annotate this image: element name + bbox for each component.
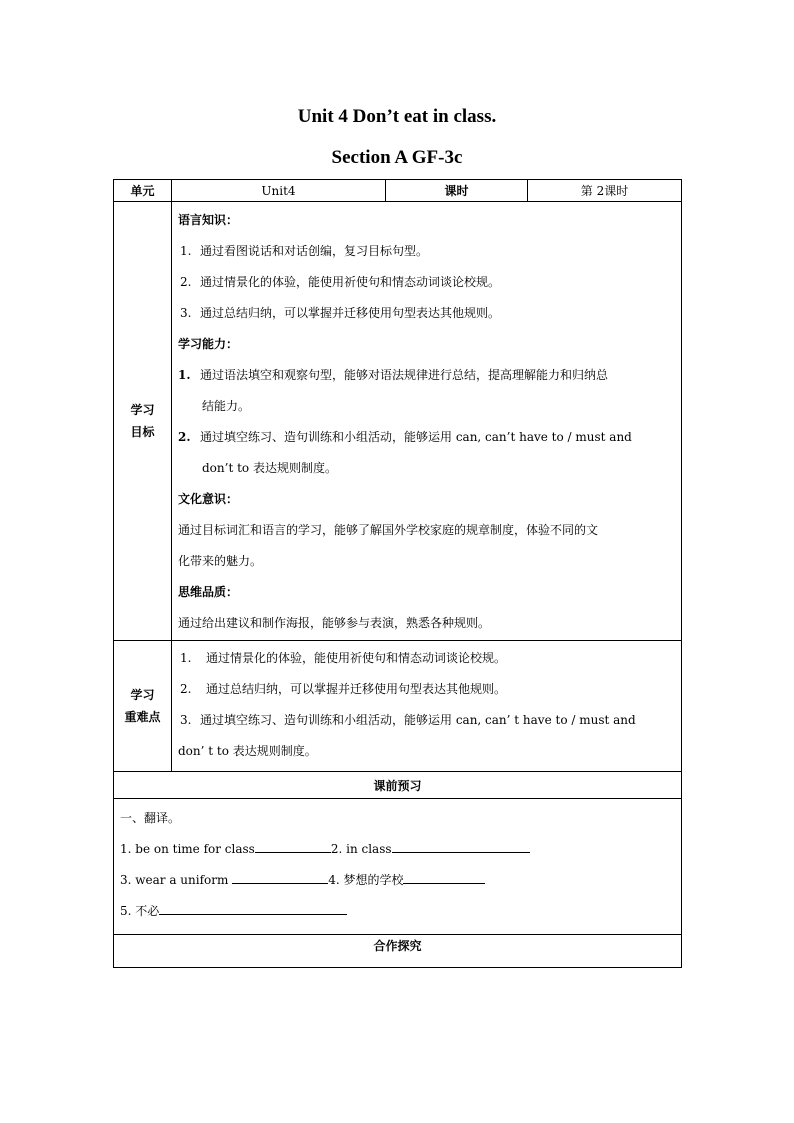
unit-value: Unit4 xyxy=(172,180,386,202)
language-heading: 语言知识： xyxy=(178,213,239,227)
item-text: 通过总结归纳，可以掌握并迁移使用句型表达其他规则。 xyxy=(206,682,507,696)
key-point-item xyxy=(172,674,681,705)
key-points-content xyxy=(172,641,682,772)
translation-section-title: 一、翻译。 xyxy=(120,811,181,825)
document-title: Unit 4 Don’t eat in class. xyxy=(297,106,497,127)
item-text: 通过情景化的体验，能使用祈使句和情态动词谈论校规。 xyxy=(206,651,507,665)
key-point-item-continuation: don’ t to 表达规则制度。 xyxy=(178,744,317,758)
key-points-row xyxy=(114,641,682,772)
item-text: 通过语法填空和观察句型，能够对语法规律进行总结，提高理解能力和归纳总 xyxy=(200,368,609,382)
lesson-plan-table xyxy=(113,179,682,968)
culture-text-line2: 化带来的魅力。 xyxy=(178,554,263,568)
preview-heading-row xyxy=(114,772,682,799)
translation-q3: 3. wear a uniform xyxy=(120,873,233,887)
answer-blank[interactable] xyxy=(255,839,331,853)
ability-item-continuation: don’t to 表达规则制度。 xyxy=(202,461,337,475)
item-text: 通过情景化的体验，能使用祈使句和情态动词谈论校规。 xyxy=(200,275,501,289)
translation-line xyxy=(114,896,681,927)
language-item xyxy=(172,236,681,267)
item-text: 通过看图说话和对话创编，复习目标句型。 xyxy=(200,244,429,258)
period-label: 课时 xyxy=(386,180,528,202)
document-subtitle: Section A GF-3c xyxy=(331,147,463,168)
item-text: 通过总结归纳，可以掌握并迁移使用句型表达其他规则。 xyxy=(200,306,501,320)
translation-q2: 2. in class xyxy=(330,842,392,856)
objectives-label-line2: 目标 xyxy=(130,425,155,439)
item-number: 2. xyxy=(178,430,191,444)
item-text: 通过填空练习、造句训练和小组活动，能够运用 can, can’t have to / must and xyxy=(200,430,632,444)
key-point-item xyxy=(172,643,681,674)
translation-line xyxy=(114,865,681,896)
answer-blank[interactable] xyxy=(392,839,530,853)
key-points-label xyxy=(114,641,172,772)
header-row xyxy=(114,180,682,202)
key-points-label-line1: 学习 xyxy=(130,688,155,702)
culture-text-line1: 通过目标词汇和语言的学习，能够了解国外学校家庭的规章制度，体验不同的文 xyxy=(178,523,599,537)
item-number: 1. xyxy=(178,368,191,382)
objectives-row xyxy=(114,202,682,641)
explore-heading-row xyxy=(114,935,682,968)
ability-heading: 学习能力： xyxy=(178,337,239,351)
translation-line xyxy=(114,834,681,865)
item-number: 1. xyxy=(180,244,192,258)
translation-q4: 4. 梦想的学校 xyxy=(328,873,404,887)
ability-item xyxy=(172,360,681,391)
objectives-content xyxy=(172,202,682,641)
preview-content-row xyxy=(114,799,682,935)
answer-blank[interactable] xyxy=(232,870,328,884)
item-text: 通过填空练习、造句训练和小组活动，能够运用 can, can’ t have to / must and xyxy=(200,713,636,727)
objectives-label-line1: 学习 xyxy=(130,403,155,417)
ability-item-continuation: 结能力。 xyxy=(202,399,251,413)
item-number: 1. xyxy=(180,651,192,665)
translation-q1: 1. be on time for class xyxy=(120,842,255,856)
translation-q5: 5. 不必 xyxy=(120,904,160,918)
thinking-text: 通过给出建议和制作海报，能够参与表演，熟悉各种规则。 xyxy=(178,616,491,630)
item-number: 2. xyxy=(180,682,192,696)
preview-heading: 课前预习 xyxy=(114,772,682,799)
item-number: 3. xyxy=(180,713,192,727)
thinking-heading: 思维品质： xyxy=(178,585,239,599)
ability-item xyxy=(172,422,681,453)
period-value: 第 2课时 xyxy=(528,180,682,202)
key-points-label-line2: 重难点 xyxy=(124,710,161,724)
answer-blank[interactable] xyxy=(403,870,485,884)
explore-heading: 合作探究 xyxy=(114,935,682,968)
language-item xyxy=(172,267,681,298)
item-number: 3. xyxy=(180,306,192,320)
unit-label: 单元 xyxy=(114,180,172,202)
answer-blank[interactable] xyxy=(159,901,347,915)
language-item xyxy=(172,298,681,329)
objectives-label xyxy=(114,202,172,641)
culture-heading: 文化意识： xyxy=(178,492,239,506)
preview-content xyxy=(114,799,682,935)
key-point-item xyxy=(172,705,681,736)
item-number: 2. xyxy=(180,275,192,289)
